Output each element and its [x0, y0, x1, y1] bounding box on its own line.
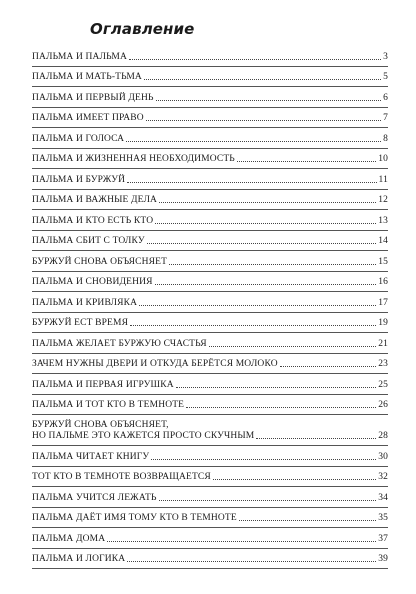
toc-page-number: 26: [378, 400, 388, 410]
toc-page-number: 15: [378, 256, 388, 267]
toc-entry[interactable]: [32, 149, 388, 170]
toc-entry[interactable]: [32, 210, 388, 231]
toc-entry[interactable]: [32, 190, 388, 211]
toc-page-number: 30: [378, 451, 388, 462]
toc-entry-title: БУРЖУЙ ЕСТ ВРЕМЯ: [32, 318, 129, 328]
toc-entry-title: БУРЖУЙ СНОВА ОБЪЯСНЯЕТ: [32, 256, 168, 267]
toc-entry[interactable]: [32, 467, 388, 488]
table-of-contents: [32, 46, 388, 569]
toc-page-number: 12: [378, 195, 388, 205]
dot-leader: [159, 500, 377, 501]
toc-page-number: 37: [378, 533, 388, 544]
toc-entry[interactable]: [32, 313, 388, 334]
toc-entry-title-line2: НО ПАЛЬМЕ ЭТО КАЖЕТСЯ ПРОСТО СКУЧНЫМ: [32, 431, 255, 441]
toc-entry-title: ТОТ КТО В ТЕМНОТЕ ВОЗВРАЩАЕТСЯ: [32, 472, 211, 482]
dot-leader: [127, 561, 376, 562]
dot-leader: [256, 438, 376, 439]
toc-page-number: 3: [383, 51, 388, 62]
toc-entry-title: ПАЛЬМА И КРИВЛЯКА: [32, 297, 138, 308]
toc-entry-title: ПАЛЬМА И ПАЛЬМА: [32, 51, 127, 62]
toc-page-number: 17: [378, 297, 388, 308]
toc-entry[interactable]: [32, 87, 388, 108]
toc-page-number: 8: [383, 133, 388, 144]
toc-page-number: 25: [378, 379, 388, 390]
dot-leader: [237, 161, 376, 162]
toc-page-number: 11: [378, 174, 388, 185]
toc-page-number: 16: [378, 277, 388, 287]
toc-entry-title: ПАЛЬМА УЧИТСЯ ЛЕЖАТЬ: [32, 492, 157, 503]
toc-entry-title: ПАЛЬМА ЧИТАЕТ КНИГУ: [32, 451, 150, 462]
toc-page-number: 35: [378, 513, 388, 523]
toc-page-number: 14: [378, 236, 388, 246]
toc-page-number: 21: [378, 338, 388, 349]
toc-entry-title: ПАЛЬМА И ПЕРВАЯ ИГРУШКА: [32, 379, 174, 390]
toc-entry[interactable]: [32, 395, 388, 416]
dot-leader: [129, 59, 381, 60]
dot-leader: [280, 366, 376, 367]
toc-entry-title: ПАЛЬМА И ПЕРВЫЙ ДЕНЬ: [32, 92, 154, 103]
toc-entry[interactable]: [32, 108, 388, 129]
dot-leader: [127, 182, 376, 183]
toc-entry-title: ПАЛЬМА ДОМА: [32, 533, 106, 544]
toc-page-number: 32: [378, 472, 388, 482]
toc-entry[interactable]: [32, 67, 388, 88]
toc-page-number: 23: [378, 359, 388, 369]
toc-entry[interactable]: [32, 415, 388, 446]
toc-page-number: 34: [378, 492, 388, 503]
toc-page-number: 39: [378, 554, 388, 564]
toc-entry-title: ЗАЧЕМ НУЖНЫ ДВЕРИ И ОТКУДА БЕРЁТСЯ МОЛОКО: [32, 359, 278, 369]
toc-entry[interactable]: [32, 508, 388, 529]
dot-leader: [155, 284, 377, 285]
toc-page-number: 10: [378, 154, 388, 164]
dot-leader: [144, 79, 381, 80]
toc-entry[interactable]: [32, 549, 388, 570]
dot-leader: [169, 264, 376, 265]
toc-entry-title: ПАЛЬМА И КТО ЕСТЬ КТО: [32, 215, 154, 226]
dot-leader: [126, 141, 381, 142]
toc-entry[interactable]: [32, 374, 388, 395]
toc-entry-title: ПАЛЬМА СБИТ С ТОЛКУ: [32, 236, 145, 246]
dot-leader: [147, 243, 376, 244]
page-title: Оглавление: [90, 20, 195, 38]
toc-page-number: 28: [378, 431, 388, 441]
toc-entry-title-line1: БУРЖУЙ СНОВА ОБЪЯСНЯЕТ,: [32, 420, 169, 430]
toc-entry[interactable]: [32, 528, 388, 549]
toc-page-number: 5: [383, 72, 388, 82]
toc-page-number: 7: [383, 113, 388, 123]
dot-leader: [159, 202, 376, 203]
toc-entry[interactable]: [32, 46, 388, 67]
toc-entry-title: ПАЛЬМА И ВАЖНЫЕ ДЕЛА: [32, 195, 158, 205]
toc-page-number: 13: [378, 215, 388, 226]
toc-entry[interactable]: [32, 446, 388, 467]
toc-entry-title: ПАЛЬМА ИМЕЕТ ПРАВО: [32, 113, 144, 123]
toc-entry[interactable]: [32, 292, 388, 313]
toc-entry[interactable]: [32, 333, 388, 354]
dot-leader: [176, 387, 376, 388]
dot-leader: [146, 120, 381, 121]
toc-entry-title: ПАЛЬМА ЖЕЛАЕТ БУРЖУЮ СЧАСТЬЯ: [32, 338, 207, 349]
toc-entry[interactable]: [32, 272, 388, 293]
dot-leader: [156, 100, 382, 101]
toc-page-number: 19: [378, 318, 388, 328]
toc-entry[interactable]: [32, 487, 388, 508]
dot-leader: [209, 346, 376, 347]
toc-entry-title: ПАЛЬМА И ГОЛОСА: [32, 133, 125, 144]
toc-entry[interactable]: [32, 231, 388, 252]
dot-leader: [151, 459, 376, 460]
toc-entry[interactable]: [32, 169, 388, 190]
toc-entry-title: ПАЛЬМА И БУРЖУЙ: [32, 174, 126, 185]
toc-entry-title: ПАЛЬМА И ТОТ КТО В ТЕМНОТЕ: [32, 400, 185, 410]
toc-entry-title: ПАЛЬМА И ЖИЗНЕННАЯ НЕОБХОДИМОСТЬ: [32, 154, 235, 164]
toc-entry[interactable]: [32, 251, 388, 272]
dot-leader: [239, 520, 376, 521]
dot-leader: [139, 305, 376, 306]
toc-entry-title: ПАЛЬМА И ЛОГИКА: [32, 554, 126, 564]
dot-leader: [130, 325, 376, 326]
dot-leader: [155, 223, 376, 224]
dot-leader: [107, 541, 376, 542]
dot-leader: [213, 479, 376, 480]
toc-entry[interactable]: [32, 354, 388, 375]
toc-entry-title: ПАЛЬМА ДАЁТ ИМЯ ТОМУ КТО В ТЕМНОТЕ: [32, 513, 237, 523]
toc-entry[interactable]: [32, 128, 388, 149]
toc-entry-title: ПАЛЬМА И СНОВИДЕНИЯ: [32, 277, 153, 287]
dot-leader: [186, 407, 376, 408]
toc-page-number: 6: [383, 92, 388, 103]
toc-entry-title: ПАЛЬМА И МАТЬ-ТЬМА: [32, 72, 142, 82]
